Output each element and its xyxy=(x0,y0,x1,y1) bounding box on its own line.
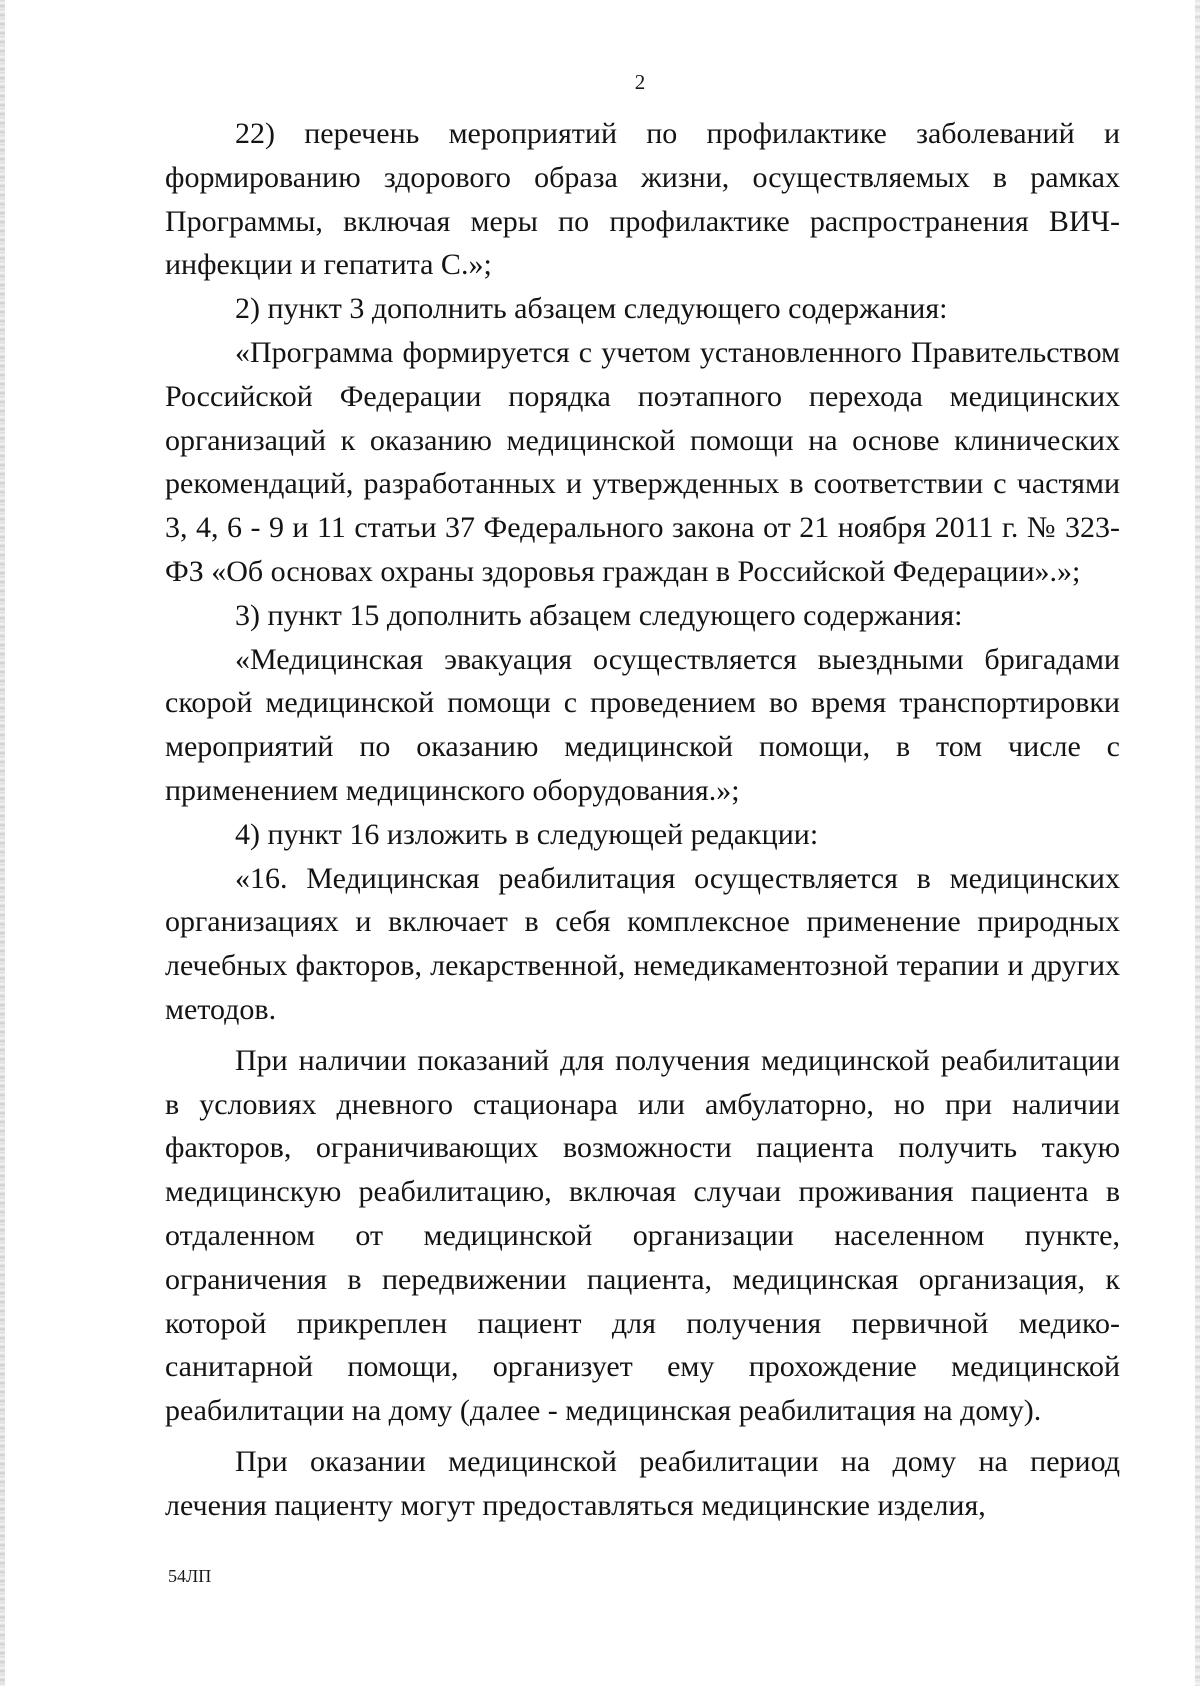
footer-code: 54ЛП xyxy=(168,1566,212,1586)
paragraph-rehabilitation: «16. Медицинская реабилитация осуществляется в медицинских организациях и включает в себя комплексное применение природных лечебных факторов, лекарственной, немедикаментозной терапии и других методов. xyxy=(165,861,1120,1026)
paragraph-item-22: 22) перечень мероприятий по профилактике заболеваний и формированию здорового образа жизни, осуществляемых в рамках Программы, включая меры по профилактике распространения ВИЧ-инфекции и гепатита С.»; xyxy=(165,117,1120,282)
paragraph-medical-devices: При оказании медицинской реабилитации на дому на период лечения пациенту могут предоставляться медицинские изделия, xyxy=(165,1444,1120,1522)
paragraph-amendment-3: 3) пункт 15 дополнить абзацем следующего содержания: xyxy=(235,598,963,632)
paragraph-amendment-4: 4) пункт 16 изложить в следующей редакции: xyxy=(235,817,819,851)
paragraph-home-rehabilitation: При наличии показаний для получения медицинской реабилитации в условиях дневного стационара или амбулаторно, но при наличии факторов, ограничивающих возможности пациента получить такую медицинскую реабилитацию, включая случаи проживания пациента в отдаленном от медицинской организации населенном пункте, ограничения в передвижении пациента, медицинская организация, к которой прикреплен пациент для получения первичной медико-санитарной помощи, организует ему прохождение медицинской реабилитации на дому (далее - медицинская реабилитация на дому). xyxy=(165,1043,1120,1428)
document-body xyxy=(165,112,1120,1528)
page-number: 2 xyxy=(634,70,646,94)
paragraph-program-formation: «Программа формируется с учетом установленного Правительством Российской Федерации порядка поэтапного перехода медицинских организаций к оказанию медицинской помощи на основе клинических рекомендаций, разработанных и утвержденных в соответствии с частями 3, 4, 6 - 9 и 11 статьи 37 Федерального закона от 21 ноября 2011 г. № 323-ФЗ «Об основах охраны здоровья граждан в Российской Федерации».»; xyxy=(165,335,1120,588)
scan-edge-left xyxy=(0,0,5,1686)
paragraph-medical-evacuation: «Медицинская эвакуация осуществляется выездными бригадами скорой медицинской помощи с проведением во время транспортировки мероприятий по оказанию медицинской помощи, в том числе с применением медицинского оборудования.»; xyxy=(165,642,1120,807)
scan-edge-right xyxy=(1195,0,1200,1686)
paragraph-amendment-2: 2) пункт 3 дополнить абзацем следующего содержания: xyxy=(235,292,948,326)
